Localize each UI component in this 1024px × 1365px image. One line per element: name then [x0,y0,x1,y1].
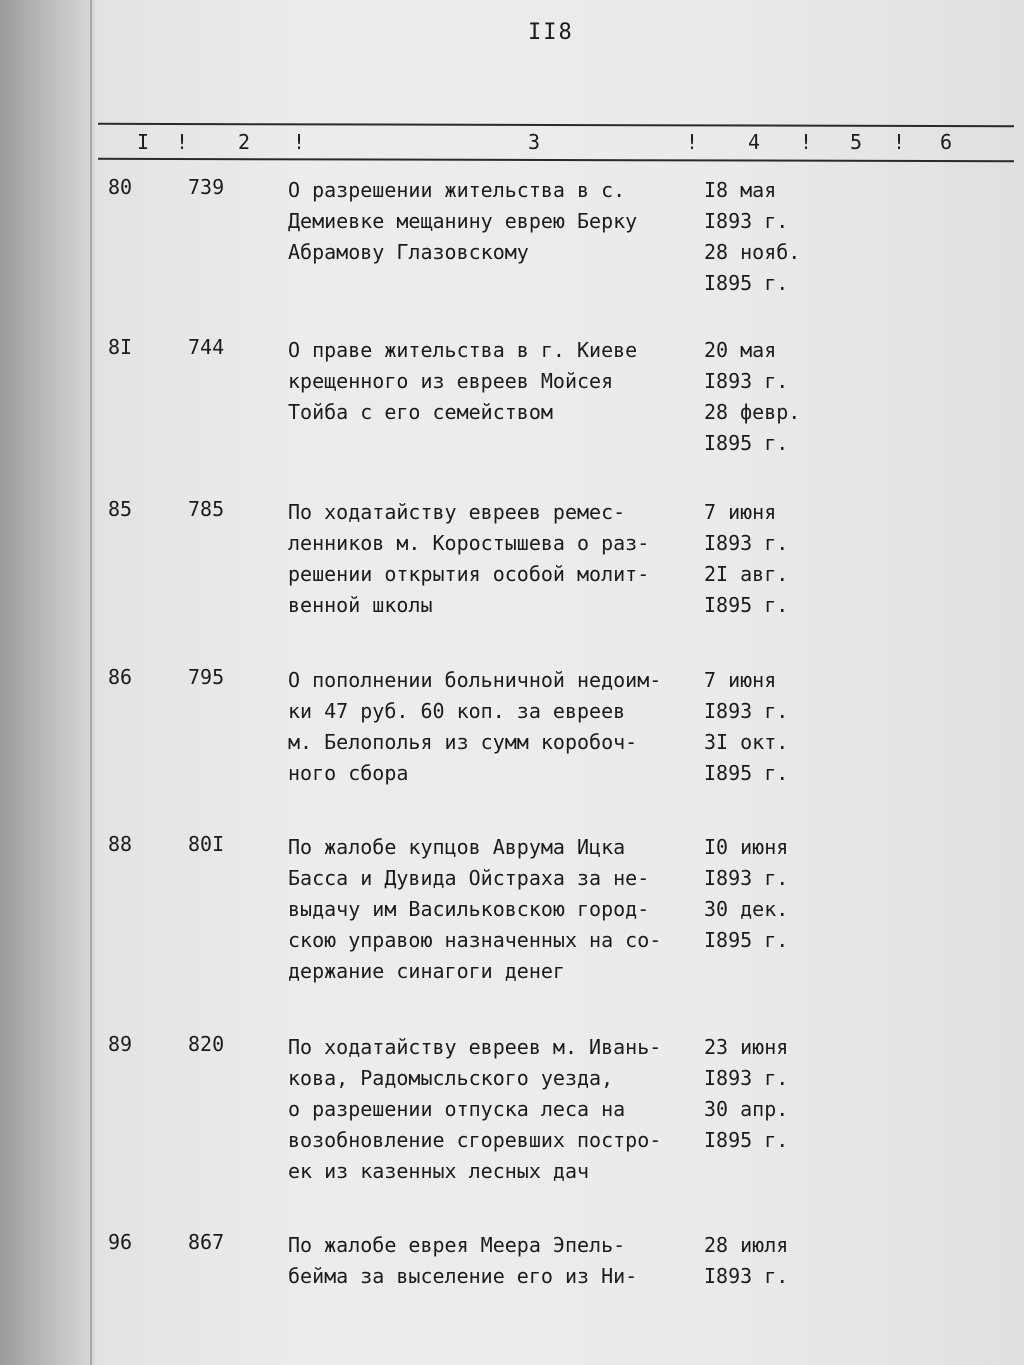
header-col-4: 4 [748,130,761,154]
date-line: I0 июня [704,835,789,859]
header-col-3: 3 [528,130,541,154]
file-number: 785 [188,497,225,521]
header-top-rule [98,123,1014,127]
header-col-6: 6 [940,130,953,154]
description-line: ленников м. Коростышева о раз- [288,531,650,555]
description-line: бейма за выселение его из Ни- [288,1264,638,1288]
date-line: 7 июня [704,668,777,692]
description-line: ки 47 руб. 60 коп. за евреев [288,699,626,723]
description-line: кова, Радомысльского уезда, [288,1066,614,1090]
header-separator: ! [800,130,813,154]
entry-number: 80 [108,175,133,199]
header-col-5: 5 [850,130,863,154]
entry-description [288,497,708,621]
file-number: 744 [188,335,225,359]
description-line: О разрешении жительства в с. [288,178,626,202]
entry-dates [704,1032,824,1156]
entry-dates [704,1230,824,1292]
page-number: II8 [528,20,574,45]
entry-number: 89 [108,1032,133,1056]
date-line: 2I авг. [704,562,789,586]
description-line: крещенного из евреев Мойсея [288,369,614,393]
entry-description [288,1230,708,1292]
entry-description [288,175,708,268]
date-line: I893 г. [704,699,789,723]
entry-number: 88 [108,832,133,856]
entry-dates [704,497,824,621]
header-separator: ! [176,130,189,154]
description-line: м. Белополья из сумм коробоч- [288,730,638,754]
date-line: 30 дек. [704,897,789,921]
header-separator: ! [293,130,306,154]
description-line: Тойба с его семейством [288,400,553,424]
description-line: По ходатайству евреев м. Ивань- [288,1035,662,1059]
description-line: О праве жительства в г. Киеве [288,338,638,362]
header-separator: ! [686,130,699,154]
description-line: О пополнении больничной недоим- [288,668,662,692]
description-line: Басса и Дувида Ойстраха за не- [288,866,650,890]
date-line: I895 г. [704,761,789,785]
entry-dates [704,832,824,956]
description-line: держание синагоги денег [288,959,565,983]
file-number: 80I [188,832,225,856]
description-line: ек из казенных лесных дач [288,1159,590,1183]
description-line: По ходатайству евреев ремес- [288,500,626,524]
description-line: возобновление сгоревших постро- [288,1128,662,1152]
description-line: венной школы [288,593,433,617]
date-line: I893 г. [704,866,789,890]
date-line: I893 г. [704,1066,789,1090]
date-line: I895 г. [704,928,789,952]
description-line: Абрамову Глазовскому [288,240,529,264]
description-line: По жалобе купцов Аврума Ицка [288,835,626,859]
entry-description [288,665,708,789]
description-line: Демиевке мещанину еврею Берку [288,209,638,233]
date-line: 7 июня [704,500,777,524]
date-line: 28 июля [704,1233,789,1257]
date-line: I893 г. [704,369,789,393]
date-line: 3I окт. [704,730,789,754]
date-line: I893 г. [704,209,789,233]
file-number: 739 [188,175,225,199]
file-number: 867 [188,1230,225,1254]
date-line: I893 г. [704,531,789,555]
entry-number: 8I [108,335,133,359]
date-line: I895 г. [704,271,789,295]
entry-description [288,832,708,987]
entry-dates [704,175,824,299]
date-line: I895 г. [704,593,789,617]
description-line: решении открытия особой молит- [288,562,650,586]
entry-number: 96 [108,1230,133,1254]
description-line: ного сбора [288,761,409,785]
date-line: 20 мая [704,338,777,362]
description-line: о разрешении отпуска леса на [288,1097,626,1121]
entry-description [288,335,708,428]
date-line: I895 г. [704,431,789,455]
entry-number: 85 [108,497,133,521]
date-line: 28 нояб. [704,240,801,264]
date-line: I8 мая [704,178,777,202]
entry-number: 86 [108,665,133,689]
entry-dates [704,665,824,789]
description-line: выдачу им Васильковскою город- [288,897,650,921]
date-line: 30 апр. [704,1097,789,1121]
date-line: I893 г. [704,1264,789,1288]
description-line: По жалобе еврея Меера Эпель- [288,1233,626,1257]
header-col-1: I [137,130,150,154]
date-line: 23 июня [704,1035,789,1059]
description-line: скою управою назначенных на со- [288,928,662,952]
date-line: 28 февр. [704,400,801,424]
entry-dates [704,335,824,459]
file-number: 795 [188,665,225,689]
date-line: I895 г. [704,1128,789,1152]
header-col-2: 2 [238,130,251,154]
header-separator: ! [893,130,906,154]
file-number: 820 [188,1032,225,1056]
entry-description [288,1032,708,1187]
header-bottom-rule [98,158,1014,162]
